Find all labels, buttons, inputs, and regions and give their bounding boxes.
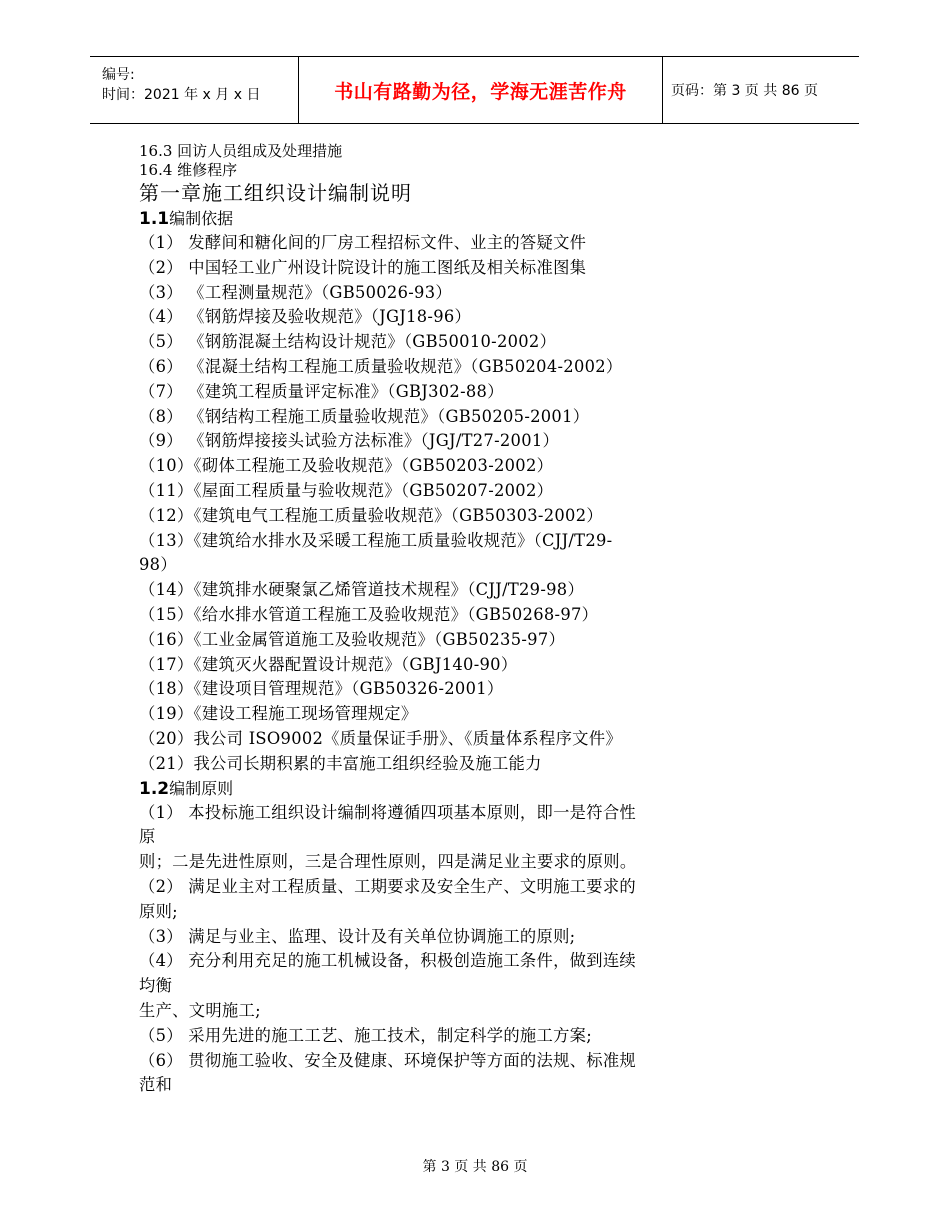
toc-item: 16.3 回访人员组成及处理措施	[139, 142, 343, 160]
document-line: （8） 《钢结构工程施工质量验收规范》（GB50205-2001）	[139, 406, 590, 426]
section-title: 编制原则	[169, 778, 234, 798]
toc-item: 16.4 维修程序	[139, 161, 238, 179]
document-line: 原则;	[139, 901, 178, 921]
document-line: （15）《给水排水管道工程施工及验收规范》（GB50268-97）	[139, 604, 599, 624]
document-line: （12）《建筑电气工程施工质量验收规范》（GB50303-2002）	[139, 505, 603, 525]
page-header	[90, 56, 859, 124]
document-line: （1） 发酵间和糖化间的厂房工程招标文件、业主的答疑文件	[139, 233, 587, 252]
document-body	[139, 142, 799, 1098]
document-line: （13）《建筑给水排水及采暖工程施工质量验收规范》（CJJ/T29-	[139, 530, 613, 550]
document-line: （20）我公司 ISO9002《质量保证手册》、《质量体系程序文件》	[139, 728, 622, 748]
document-line: 均衡	[139, 976, 173, 996]
section-heading	[139, 207, 799, 231]
document-line: （4） 充分利用充足的施工机械设备，积极创造施工条件，做到连续	[139, 951, 636, 971]
document-line: （7） 《建筑工程质量评定标准》（GBJ302-88）	[139, 381, 504, 401]
document-line: （2） 满足业主对工程质量、工期要求及安全生产、文明施工要求的	[139, 876, 636, 896]
document-line: （16）《工业金属管道施工及验收规范》（GB50235-97）	[139, 629, 566, 649]
document-line: （18）《建设项目管理规范》（GB50326-2001）	[139, 679, 504, 699]
section-2-list	[139, 801, 799, 1099]
document-line: （1） 本投标施工组织设计编制将遵循四项基本原则，即一是符合性	[139, 802, 636, 822]
section-1-list	[139, 231, 799, 777]
header-meta	[90, 47, 298, 123]
document-line: 范和	[139, 1075, 173, 1095]
document-line: （11）《屋面工程质量与验收规范》（GB50207-2002）	[139, 480, 554, 500]
document-line: 则；二是先进性原则，三是合理性原则，四是满足业主要求的原则。	[139, 852, 637, 872]
document-line: （4） 《钢筋焊接及验收规范》（JGJ18-96）	[139, 307, 472, 327]
chapter-title: 第一章施工组织设计编制说明	[139, 181, 412, 205]
document-line: （5） 采用先进的施工工艺、施工技术，制定科学的施工方案;	[139, 1025, 593, 1045]
section-heading	[139, 777, 799, 801]
document-line: （10）《砌体工程施工及验收规范》（GB50203-2002）	[139, 456, 554, 476]
document-line: （2） 中国轻工业广州设计院设计的施工图纸及相关标准图集	[139, 257, 587, 277]
header-page-label: 页码：第 3 页 共 86 页	[671, 83, 818, 99]
page-footer: 第 3 页 共 86 页	[422, 1159, 528, 1175]
document-line: 原	[139, 827, 156, 847]
header-motto: 书山有路勤为径，学海无涯苦作舟	[334, 80, 627, 103]
document-line: （21）我公司长期积累的丰富施工组织经验及施工能力	[139, 753, 542, 773]
document-line: （6） 贯彻施工验收、安全及健康、环境保护等方面的法规、标准规	[139, 1050, 636, 1070]
document-line: 生产、文明施工;	[139, 1000, 261, 1020]
header-page-cell	[663, 57, 818, 123]
document-line: （9） 《钢筋焊接接头试验方法标准》（JGJ/T27-2001）	[139, 431, 560, 451]
document-line: （6） 《混凝土结构工程施工质量验收规范》（GB50204-2002）	[139, 356, 623, 376]
header-time-label: 时间：2021 年 x 月 x 日	[102, 87, 261, 103]
document-line: 98）	[139, 555, 177, 575]
document-line: （3） 满足与业主、监理、设计及有关单位协调施工的原则;	[139, 926, 576, 946]
document-line: （5） 《钢筋混凝土结构设计规范》（GB50010-2002）	[139, 332, 557, 352]
header-motto-cell	[298, 57, 663, 123]
document-line: （14）《建筑排水硬聚氯乙烯管道技术规程》（CJJ/T29-98）	[139, 580, 585, 600]
header-number-label: 编号:	[102, 67, 135, 83]
document-line: （19）《建设工程施工现场管理规定》	[139, 704, 418, 724]
document-line: （17）《建筑灭火器配置设计规范》（GBJ140-90）	[139, 654, 518, 674]
section-number: 1.1	[139, 209, 170, 229]
section-title: 编制依据	[169, 209, 234, 228]
document-line: （3） 《工程测量规范》（GB50026-93）	[139, 282, 452, 302]
section-number: 1.2	[139, 778, 170, 799]
